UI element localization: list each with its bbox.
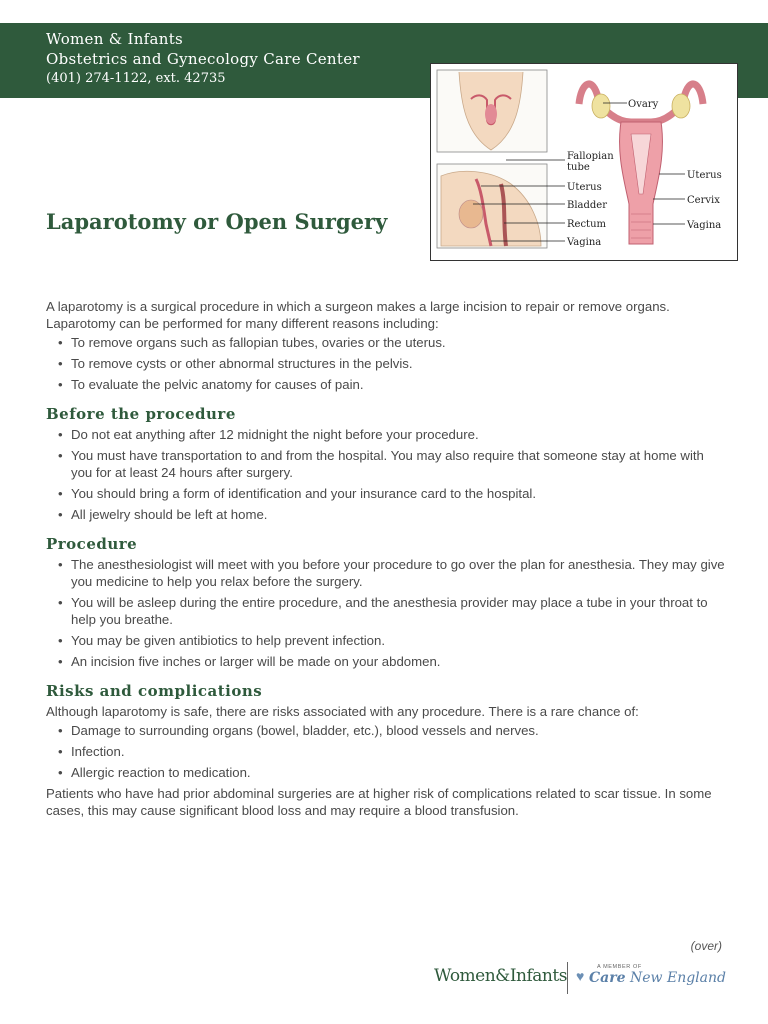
procedure-list <box>46 556 726 670</box>
care-text: Care <box>589 970 626 986</box>
center-name: Obstetrics and Gynecology Care Center <box>46 50 360 68</box>
risks-heading: Risks and complications <box>46 682 263 700</box>
intro-list <box>46 334 726 393</box>
intro-text: A laparotomy is a surgical procedure in which a surgeon makes a large incision to repair or remove organs. Laparotomy can be performed for many different reasons including: <box>46 299 670 331</box>
list-item: • To remove organs such as fallopian tubes, ovaries or the uterus. <box>46 334 726 351</box>
label-uterus-left: Uterus <box>567 182 602 193</box>
main-content <box>46 298 726 819</box>
label-ovary: Ovary <box>628 99 659 110</box>
label-rectum: Rectum <box>567 219 606 230</box>
over-note: (over) <box>690 939 722 953</box>
list-item: • Infection. <box>46 743 726 760</box>
logo-divider <box>567 962 568 994</box>
list-item: • To remove cysts or other abnormal structures in the pelvis. <box>46 355 726 372</box>
list-item: • All jewelry should be left at home. <box>46 506 726 523</box>
risks-list <box>46 722 726 781</box>
org-name: Women & Infants <box>46 30 184 48</box>
label-fallopian-2: tube <box>567 162 590 173</box>
list-item: • Do not eat anything after 12 midnight the night before your procedure. <box>46 426 726 443</box>
label-uterus-right: Uterus <box>687 170 722 181</box>
list-item: • You should bring a form of identification and your insurance card to the hospital. <box>46 485 726 502</box>
list-item: • To evaluate the pelvic anatomy for causes of pain. <box>46 376 726 393</box>
risks-intro: Although laparotomy is safe, there are risks associated with any procedure. There is a rare chance of: <box>46 704 639 719</box>
label-fallopian-1: Fallopian <box>567 151 614 162</box>
label-cervix: Cervix <box>687 195 720 206</box>
header-text <box>46 29 360 89</box>
footer-logo <box>434 960 734 996</box>
left-ovary <box>592 94 610 118</box>
procedure-heading: Procedure <box>46 535 138 553</box>
list-item: • Allergic reaction to medication. <box>46 764 726 781</box>
list-item: • You may be given antibiotics to help prevent infection. <box>46 632 726 649</box>
uterus-body-small <box>485 104 497 124</box>
right-ovary <box>672 94 690 118</box>
risks-closing: Patients who have had prior abdominal surgeries are at higher risk of complications related to scar tissue. In some cases, this may cause significant blood loss and may require a blood transfusion. <box>46 786 712 818</box>
label-vagina-right: Vagina <box>687 220 722 231</box>
member-of-text: A MEMBER OF <box>597 964 642 970</box>
list-item: • Damage to surrounding organs (bowel, bladder, etc.), blood vessels and nerves. <box>46 722 726 739</box>
women-infants-logo: Women&Infants <box>434 966 567 986</box>
list-item: • You will be asleep during the entire procedure, and the anesthesia provider may place a tube in your throat to help you breathe. <box>46 594 726 628</box>
before-heading: Before the procedure <box>46 405 236 423</box>
list-item: • You must have transportation to and from the hospital. You may also require that someone stay at home with you for at least 24 hours after surgery. <box>46 447 726 481</box>
list-item: • The anesthesiologist will meet with you before your procedure to go over the plan for anesthesia. They may give you medicine to help you relax before the surgery. <box>46 556 726 590</box>
heart-icon: ♥ <box>576 968 585 984</box>
list-item: • An incision five inches or larger will be made on your abdomen. <box>46 653 726 670</box>
page-title: Laparotomy or Open Surgery <box>46 209 388 234</box>
new-england-text: New England <box>630 970 726 986</box>
phone-number: (401) 274-1122, ext. 42735 <box>46 71 226 86</box>
before-list <box>46 426 726 523</box>
label-vagina-left: Vagina <box>567 237 602 248</box>
anatomy-svg <box>431 64 737 260</box>
label-bladder: Bladder <box>567 200 608 211</box>
anatomy-illustration <box>430 63 738 261</box>
